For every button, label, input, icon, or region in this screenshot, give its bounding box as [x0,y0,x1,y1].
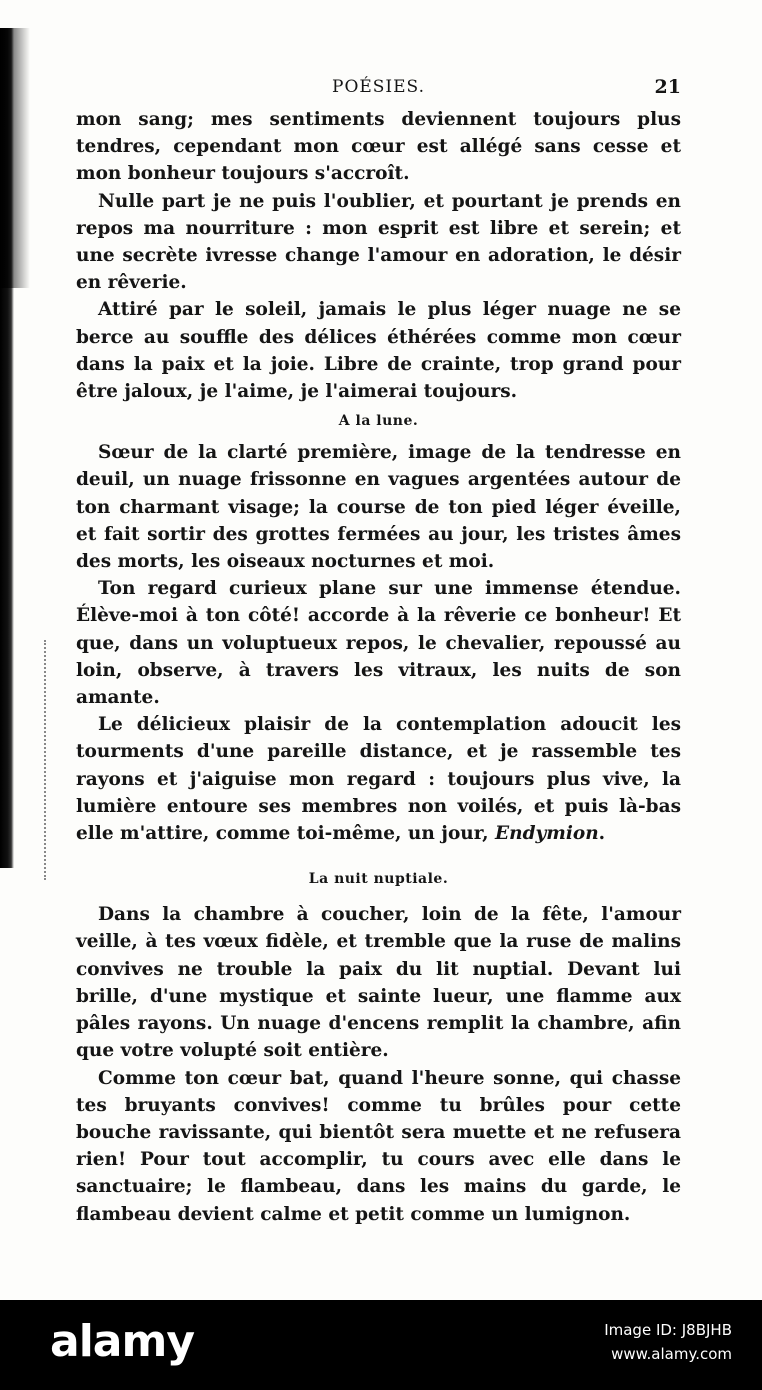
alamy-logo: alamy [50,1316,194,1367]
paragraph-end: . [598,823,606,845]
page-edge-mark [44,640,48,880]
image-id: Image ID: J8BJHB [604,1321,732,1339]
endymion-name: Endymion [495,823,599,845]
paragraph-text: Le délicieux plaisir de la contemplation adoucit les tourments d'une pareille distance, et je rassemble tes rayons et j'aiguise mon regard : toujours plus vive, la lumière entoure ses membres non voilés, et puis là-bas elle m'attire, comme toi-même, un jour, [76,714,681,845]
paragraph: Comme ton cœur bat, quand l'heure sonne, qui chasse tes bruyants convives! comme tu brûles pour cette bouche ravissante, qui bientôt sera muette et ne refusera rien! Pour tout accomplir, tu cours avec elle dans le sanctuaire; le flambeau, dans les mains du garde, le flambeau devient calme et petit comme un lumignon. [76,1067,681,1225]
binding-shadow [0,28,14,868]
paragraph: Sœur de la clarté première, image de la tendresse en deuil, un nuage frissonne en vagues argentées autour de ton charmant visage; la course de ton pied léger éveille, et fait sortir des grottes fermées au jour, les tristes âmes des morts, les oiseaux nocturnes et moi. [76,442,681,573]
page-number: 21 [654,76,681,98]
paragraph: Attiré par le soleil, jamais le plus léger nuage ne se berce au souffle des délices éthérées comme mon cœur dans la paix et la joie. Libre de crainte, trop grand pour être jaloux, je l'aime, je l'aimerai toujours. [76,299,681,403]
paragraph: Dans la chambre à coucher, loin de la fête, l'amour veille, à tes vœux fidèle, et tremble que la ruse de malins convives ne trouble la paix du lit nuptial. Devant lui brille, d'une mystique et sainte lueur, une flamme aux pâles rayons. Un nuage d'encens remplit la chambre, afin que votre volupté soit entière. [76,904,681,1062]
paragraph [76,711,681,847]
body-text [76,106,681,1228]
watermark-url: www.alamy.com [611,1345,732,1363]
page-header [76,74,681,100]
watermark-bar [0,1300,762,1390]
paragraph: Nulle part je ne puis l'oublier, et pourtant je prends en repos ma nourriture : mon esprit est libre et serein; et une secrète ivresse change l'amour en adoration, le désir en rêverie. [76,190,681,294]
section-title-lune: A la lune. [338,413,419,430]
paragraph-continued: mon sang; mes sentiments deviennent toujours plus tendres, cependant mon cœur est allégé sans cesse et mon bonheur toujours s'accroît. [76,109,681,185]
section-title-nuit: La nuit nuptiale. [308,871,449,888]
running-title: POÉSIES. [332,77,425,97]
paragraph: Ton regard curieux plane sur une immense étendue. Élève-moi à ton côté! accorde à la rêverie ce bonheur! Et que, dans un voluptueux repos, le chevalier, repoussé au loin, observe, à travers les vitraux, les nuits de son amante. [76,578,681,709]
